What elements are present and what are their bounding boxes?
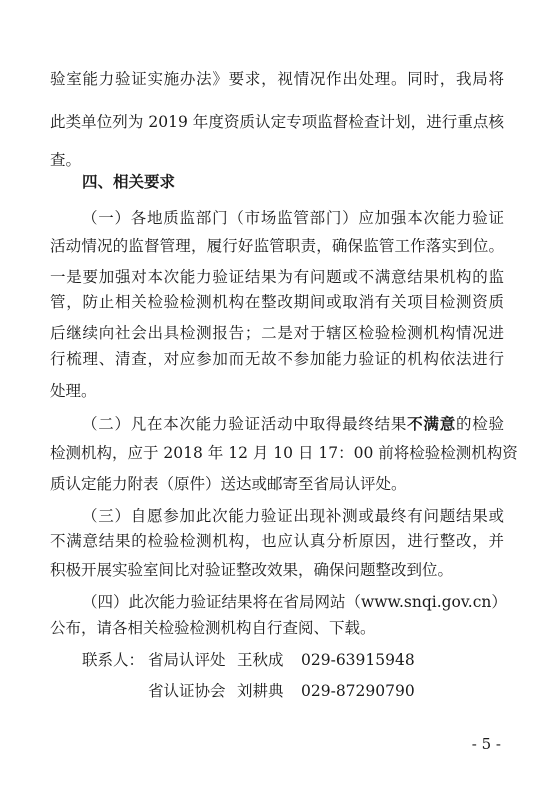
item2-line: 质认定能力附表（原件）送达或邮寄至省局认评处。 — [50, 475, 407, 493]
item1-line: 管，防止相关检验检测机构在整改期间或取消有关项目检测资质 — [50, 293, 504, 311]
item1-line: 活动情况的监督管理，履行好监管职责，确保监管工作落实到位。 — [50, 237, 504, 255]
item2-emphasis: 不满意 — [407, 415, 456, 433]
item2-text: 的检验 — [455, 415, 504, 433]
item3-line: 积极开展实验室间比对验证整改效果，确保问题整改到位。 — [50, 561, 454, 579]
contact-phone: 029-87290790 — [301, 682, 415, 700]
contact-label: 联系人： — [82, 651, 145, 669]
item3-line: 不满意结果的检验检测机构，也应认真分析原因，进行整改，并 — [50, 532, 504, 550]
item2-line — [82, 414, 504, 434]
contact-dept: 省认证协会 — [148, 682, 226, 700]
item3-line: （三）自愿参加此次能力验证出现补测或最终有问题结果或 — [82, 507, 504, 525]
item1-line: 一是要加强对本次能力验证结果为有问题或不满意结果机构的监 — [50, 268, 504, 286]
item4-line: 公布，请各相关检验检测机构自行查阅、下载。 — [50, 619, 376, 637]
section-heading: 四、相关要求 — [82, 173, 176, 191]
contact-name: 王秋成 — [237, 651, 284, 669]
item2-text: （二）凡在本次能力验证活动中取得最终结果 — [82, 415, 408, 433]
item1-line: 处理。 — [50, 382, 97, 400]
paragraph-line: 此类单位列为 2019 年度资质认定专项监督检查计划，进行重点核 — [50, 113, 504, 131]
contact-name: 刘耕典 — [237, 682, 284, 700]
contact-phone: 029-63915948 — [301, 651, 415, 669]
item1-line: 行梳理、清查，对应参加而无故不参加能力验证的机构依法进行 — [50, 350, 504, 368]
contact-dept: 省局认评处 — [148, 651, 226, 669]
paragraph-line: 查。 — [50, 151, 82, 169]
item1-line: （一）各地质监部门（市场监管部门）应加强本次能力验证 — [82, 209, 504, 227]
item1-line: 后继续向社会出具检测报告；二是对于辖区检验检测机构情况进 — [50, 324, 504, 342]
item2-line: 检测机构，应于 2018 年 12 月 10 日 17：00 前将检验检测机构资 — [50, 444, 518, 462]
paragraph-line: 验室能力验证实施办法》要求，视情况作出处理。同时，我局将 — [50, 70, 504, 88]
page-number: - 5 - — [471, 735, 501, 753]
item4-line: （四）此次能力验证结果将在省局网站（www.snqi.gov.cn） — [82, 593, 507, 611]
